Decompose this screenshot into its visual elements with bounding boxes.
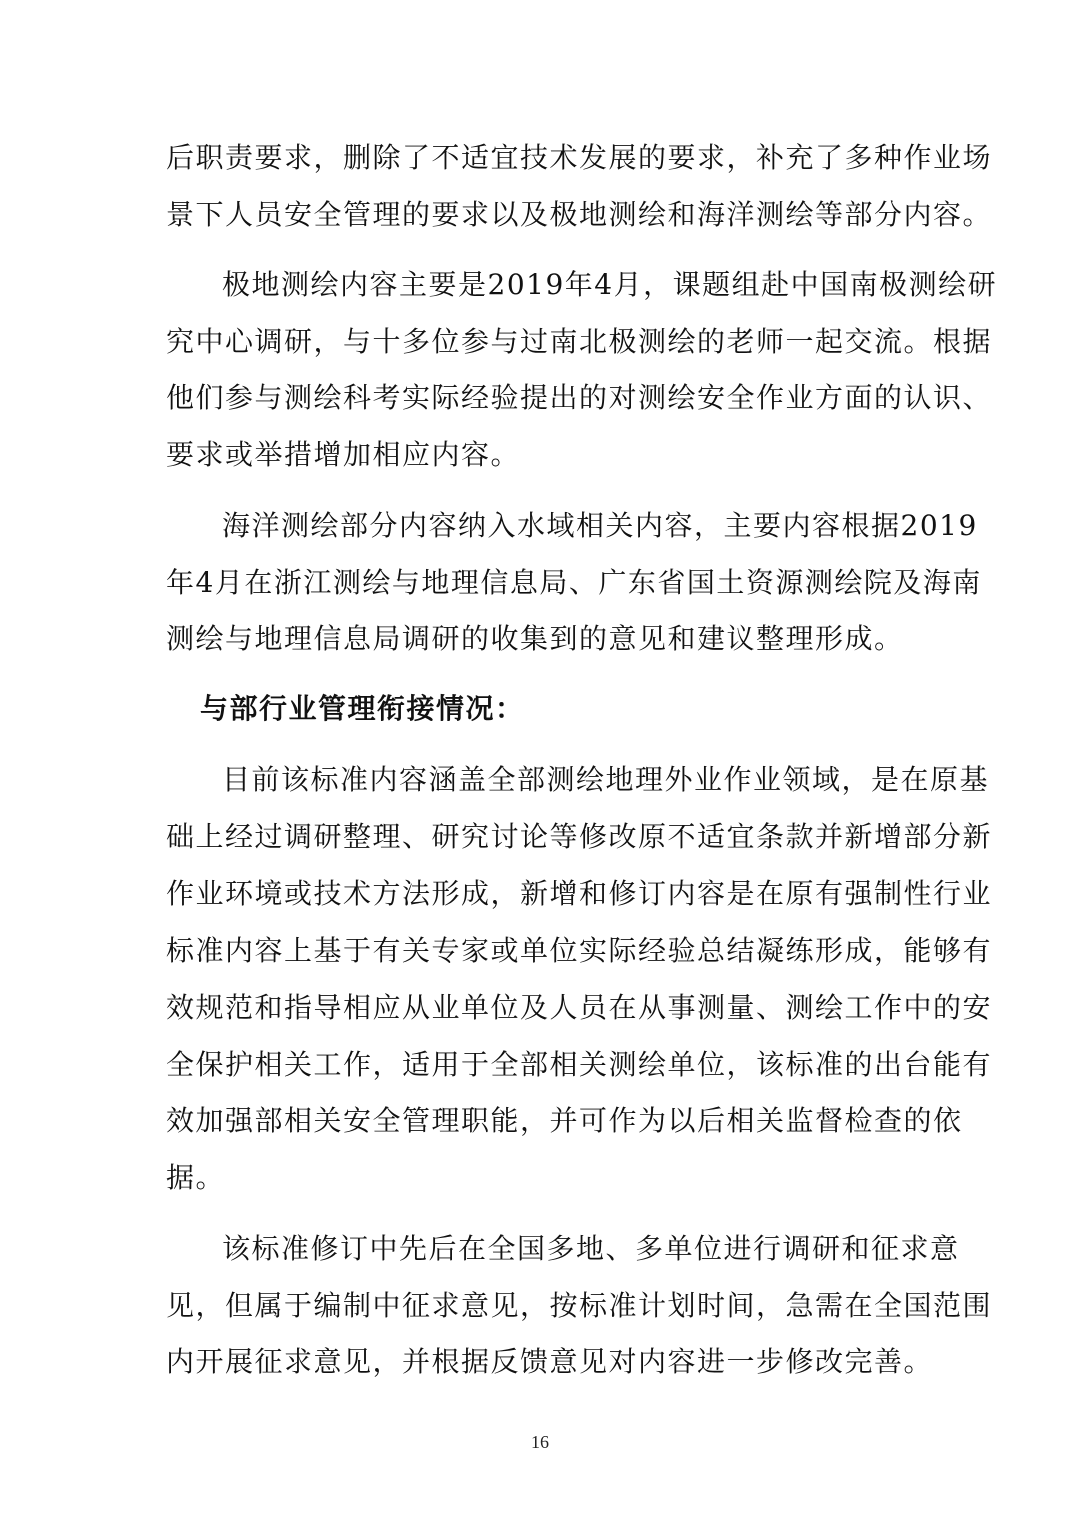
text-line: 海洋测绘部分内容纳入水域相关内容，主要内容根据2019 bbox=[222, 509, 978, 542]
page-number: 16 bbox=[531, 1432, 549, 1452]
text-line: 他们参与测绘科考实际经验提出的对测绘安全作业方面的认识、 bbox=[166, 381, 993, 414]
text-line: 该标准修订中先后在全国多地、多单位进行调研和征求意 bbox=[222, 1232, 960, 1265]
text-line: 内开展征求意见，并根据反馈意见对内容进一步修改完善。 bbox=[166, 1345, 934, 1378]
text-line: 据。 bbox=[166, 1161, 226, 1194]
text-line: 效加强部相关安全管理职能，并可作为以后相关监督检查的依 bbox=[166, 1104, 963, 1137]
text-line: 目前该标准内容涵盖全部测绘地理外业作业领域，是在原基 bbox=[222, 763, 990, 796]
text-line: 要求或举措增加相应内容。 bbox=[166, 438, 521, 471]
text-line: 全保护相关工作，适用于全部相关测绘单位，该标准的出台能有 bbox=[166, 1048, 993, 1081]
text-line: 础上经过调研整理、研究讨论等修改原不适宜条款并新增部分新 bbox=[166, 820, 993, 853]
section-heading: 与部行业管理衔接情况： bbox=[200, 692, 525, 725]
text-line: 后职责要求，删除了不适宜技术发展的要求，补充了多种作业场 bbox=[166, 141, 993, 174]
text-line: 景下人员安全管理的要求以及极地测绘和海洋测绘等部分内容。 bbox=[166, 198, 993, 231]
text-line: 效规范和指导相应从业单位及人员在从事测量、测绘工作中的安 bbox=[166, 991, 993, 1024]
text-line: 测绘与地理信息局调研的收集到的意见和建议整理形成。 bbox=[166, 622, 904, 655]
text-line: 究中心调研，与十多位参与过南北极测绘的老师一起交流。根据 bbox=[166, 325, 993, 358]
text-line: 见，但属于编制中征求意见，按标准计划时间，急需在全国范围 bbox=[166, 1289, 993, 1322]
text-line: 极地测绘内容主要是2019年4月，课题组赴中国南极测绘研 bbox=[222, 268, 998, 301]
text-line: 年4月在浙江测绘与地理信息局、广东省国土资源测绘院及海南 bbox=[166, 566, 982, 599]
text-line: 作业环境或技术方法形成，新增和修订内容是在原有强制性行业 bbox=[166, 877, 993, 910]
text-line: 标准内容上基于有关专家或单位实际经验总结凝练形成，能够有 bbox=[166, 934, 993, 967]
